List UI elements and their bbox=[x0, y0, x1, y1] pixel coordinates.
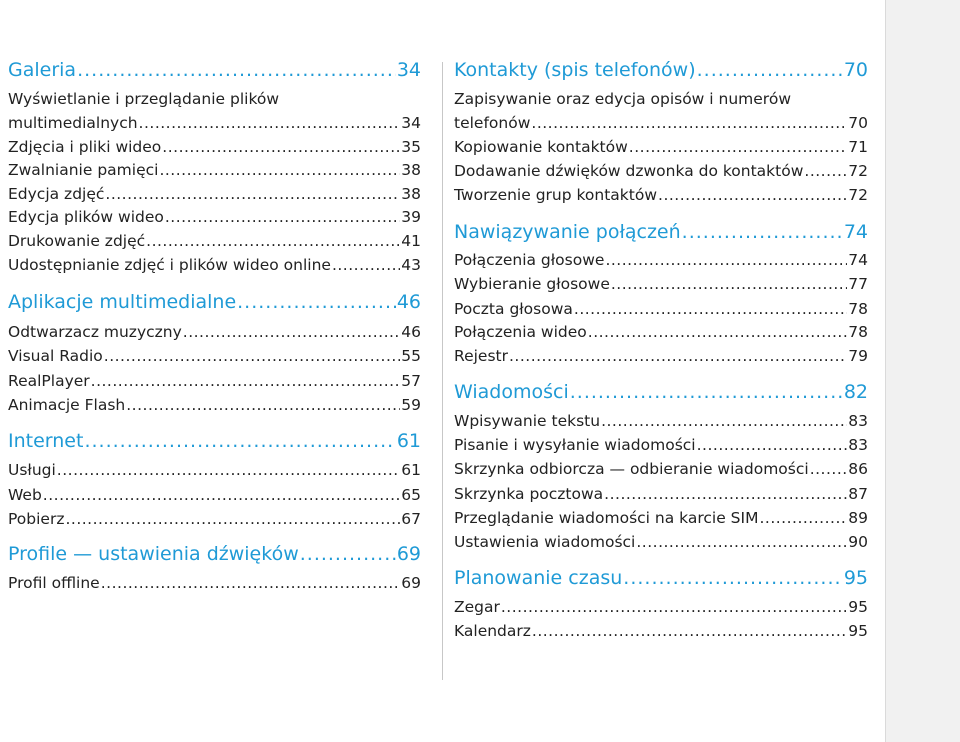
toc-entry-page: 46 bbox=[401, 323, 421, 341]
dot-leader bbox=[139, 112, 401, 134]
toc-entry[interactable] bbox=[8, 394, 421, 416]
toc-entry-page: 55 bbox=[401, 347, 421, 365]
toc-entry-label: telefonów bbox=[454, 114, 531, 132]
toc-entry-page: 70 bbox=[848, 114, 868, 132]
toc-heading-page: 70 bbox=[843, 59, 868, 81]
dot-leader bbox=[105, 183, 400, 205]
toc-entry[interactable] bbox=[8, 508, 421, 530]
toc-entry-page: 83 bbox=[848, 436, 868, 454]
toc-entry[interactable] bbox=[8, 345, 421, 367]
toc-entry-page: 38 bbox=[401, 185, 421, 203]
toc-entry-label: Rejestr bbox=[454, 347, 508, 365]
dot-leader bbox=[65, 508, 400, 530]
toc-heading-title: Internet bbox=[8, 430, 84, 452]
dot-leader bbox=[629, 136, 847, 158]
toc-entry[interactable] bbox=[454, 273, 868, 295]
toc-entry-page: 77 bbox=[848, 275, 868, 293]
dot-leader bbox=[611, 273, 847, 295]
toc-entry-page: 61 bbox=[401, 461, 421, 479]
toc-entry[interactable] bbox=[8, 230, 421, 252]
toc-entry-label: Kalendarz bbox=[454, 622, 531, 640]
dot-leader bbox=[165, 206, 400, 228]
toc-heading-title: Kontakty (spis telefonów) bbox=[454, 59, 696, 81]
toc-heading-aplikacje[interactable] bbox=[8, 288, 421, 316]
dot-leader bbox=[810, 458, 848, 480]
toc-heading-page: 46 bbox=[396, 291, 421, 313]
dot-leader bbox=[531, 112, 847, 134]
toc-entry-page: 38 bbox=[401, 161, 421, 179]
dot-leader bbox=[84, 427, 395, 455]
toc-entry[interactable] bbox=[8, 459, 421, 481]
toc-entry-page: 59 bbox=[401, 396, 421, 414]
toc-entry-page: 78 bbox=[848, 323, 868, 341]
toc-entry-label: Poczta głosowa bbox=[454, 300, 573, 318]
toc-entry-label: Kopiowanie kontaktów bbox=[454, 138, 628, 156]
toc-entry[interactable] bbox=[8, 206, 421, 228]
toc-entry[interactable] bbox=[454, 136, 868, 158]
toc-entry[interactable] bbox=[8, 370, 421, 392]
toc-entry-label: Usługi bbox=[8, 461, 56, 479]
dot-leader bbox=[658, 184, 847, 206]
toc-entry-label: Skrzynka odbiorcza — odbieranie wiadomości bbox=[454, 460, 809, 478]
toc-entry[interactable] bbox=[8, 112, 421, 134]
toc-entry-page: 89 bbox=[848, 509, 868, 527]
toc-entry-page: 34 bbox=[401, 114, 421, 132]
dot-leader bbox=[146, 230, 400, 252]
dot-leader bbox=[601, 410, 847, 432]
toc-heading-page: 74 bbox=[843, 221, 868, 243]
toc-heading-page: 95 bbox=[843, 567, 868, 589]
toc-entry[interactable] bbox=[454, 531, 868, 553]
toc-entry-page: 65 bbox=[401, 486, 421, 504]
toc-entry-page: 86 bbox=[848, 460, 868, 478]
toc-heading-title: Profile — ustawienia dźwięków bbox=[8, 543, 299, 565]
dot-leader bbox=[77, 56, 396, 84]
toc-entry-label: Pisanie i wysyłanie wiadomości bbox=[454, 436, 696, 454]
toc-entry-page: 90 bbox=[848, 533, 868, 551]
dot-leader bbox=[183, 321, 400, 343]
toc-entry-label: Drukowanie zdjęć bbox=[8, 232, 146, 250]
toc-heading-page: 61 bbox=[396, 430, 421, 452]
toc-entry-label: Dodawanie dźwięków dzwonka do kontaktów bbox=[454, 162, 804, 180]
dot-leader bbox=[237, 288, 396, 316]
toc-heading-title: Planowanie czasu bbox=[454, 567, 623, 589]
dot-leader bbox=[623, 564, 843, 592]
dot-leader bbox=[636, 531, 847, 553]
toc-entry[interactable] bbox=[8, 183, 421, 205]
toc-entry-label: Wybieranie głosowe bbox=[454, 275, 610, 293]
toc-entry[interactable] bbox=[454, 458, 868, 480]
toc-entry-line[interactable]: Zapisywanie oraz edycja opisów i numerów bbox=[454, 90, 791, 108]
toc-entry[interactable] bbox=[454, 298, 868, 320]
toc-entry[interactable] bbox=[454, 596, 868, 618]
dot-leader bbox=[300, 540, 396, 568]
toc-entry-label: Visual Radio bbox=[8, 347, 103, 365]
toc-heading-page: 82 bbox=[843, 381, 868, 403]
dot-leader bbox=[759, 507, 847, 529]
toc-entry-page: 57 bbox=[401, 372, 421, 390]
toc-entry-page: 41 bbox=[401, 232, 421, 250]
dot-leader bbox=[101, 572, 401, 594]
dot-leader bbox=[604, 483, 847, 505]
toc-entry[interactable] bbox=[454, 184, 868, 206]
dot-leader bbox=[104, 345, 401, 367]
toc-entry-label: Ustawienia wiadomości bbox=[454, 533, 636, 551]
page-margin-strip bbox=[885, 0, 960, 742]
toc-entry-page: 74 bbox=[848, 251, 868, 269]
toc-entry-page: 87 bbox=[848, 485, 868, 503]
toc-entry-label: Tworzenie grup kontaktów bbox=[454, 186, 658, 204]
toc-heading-planowanie[interactable] bbox=[454, 564, 868, 592]
dot-leader bbox=[332, 254, 400, 276]
toc-entry[interactable] bbox=[454, 112, 868, 134]
dot-leader bbox=[574, 298, 847, 320]
dot-leader bbox=[162, 136, 400, 158]
toc-entry-label: Przeglądanie wiadomości na karcie SIM bbox=[454, 509, 759, 527]
toc-heading-title: Aplikacje multimedialne bbox=[8, 291, 237, 313]
toc-heading-nawiazywanie[interactable] bbox=[454, 218, 868, 246]
column-divider bbox=[442, 62, 443, 680]
toc-entry[interactable] bbox=[8, 321, 421, 343]
toc-heading-kontakty[interactable] bbox=[454, 56, 868, 84]
toc-entry-label: Zegar bbox=[454, 598, 500, 616]
toc-entry[interactable] bbox=[454, 160, 868, 182]
toc-entry-page: 72 bbox=[848, 186, 868, 204]
toc-entry-label: Edycja zdjęć bbox=[8, 185, 105, 203]
toc-entry[interactable] bbox=[454, 345, 868, 367]
dot-leader bbox=[43, 484, 400, 506]
toc-entry-page: 79 bbox=[848, 347, 868, 365]
toc-entry[interactable] bbox=[454, 483, 868, 505]
toc-entry-line[interactable]: Wyświetlanie i przeglądanie plików bbox=[8, 90, 280, 108]
toc-entry-label: Zwalnianie pamięci bbox=[8, 161, 159, 179]
dot-leader bbox=[159, 159, 400, 181]
toc-entry[interactable] bbox=[8, 484, 421, 506]
dot-leader bbox=[697, 434, 848, 456]
toc-heading-title: Galeria bbox=[8, 59, 77, 81]
toc-entry[interactable] bbox=[454, 410, 868, 432]
toc-entry-page: 95 bbox=[848, 598, 868, 616]
toc-entry-label: Web bbox=[8, 486, 42, 504]
toc-entry-page: 35 bbox=[401, 138, 421, 156]
dot-leader bbox=[804, 160, 847, 182]
dot-leader bbox=[509, 345, 847, 367]
toc-heading-title: Nawiązywanie połączeń bbox=[454, 221, 681, 243]
toc-entry[interactable] bbox=[454, 620, 868, 642]
toc-heading-page: 69 bbox=[396, 543, 421, 565]
dot-leader bbox=[532, 620, 847, 642]
toc-heading-title: Wiadomości bbox=[454, 381, 569, 403]
toc-entry-label: Skrzynka pocztowa bbox=[454, 485, 604, 503]
dot-leader bbox=[697, 56, 843, 84]
toc-entry-page: 95 bbox=[848, 622, 868, 640]
toc-entry[interactable] bbox=[8, 254, 421, 276]
toc-entry-page: 69 bbox=[401, 574, 421, 592]
toc-entry-page: 78 bbox=[848, 300, 868, 318]
toc-entry[interactable] bbox=[8, 159, 421, 181]
toc-entry-label: Połączenia wideo bbox=[454, 323, 587, 341]
toc-entry-label: Edycja plików wideo bbox=[8, 208, 164, 226]
dot-leader bbox=[682, 218, 843, 246]
toc-entry-label: Odtwarzacz muzyczny bbox=[8, 323, 182, 341]
toc-entry-label: multimedialnych bbox=[8, 114, 138, 132]
toc-entry-label: Pobierz bbox=[8, 510, 65, 528]
toc-heading-galeria[interactable] bbox=[8, 56, 421, 84]
toc-entry[interactable] bbox=[454, 249, 868, 271]
toc-entry-label: Profil offline bbox=[8, 574, 100, 592]
toc-entry-label: Animacje Flash bbox=[8, 396, 126, 414]
toc-entry-label: Zdjęcia i pliki wideo bbox=[8, 138, 162, 156]
toc-heading-profile[interactable] bbox=[8, 540, 421, 568]
toc-entry-page: 71 bbox=[848, 138, 868, 156]
toc-entry[interactable] bbox=[8, 572, 421, 594]
toc-entry-page: 83 bbox=[848, 412, 868, 430]
dot-leader bbox=[588, 321, 847, 343]
toc-heading-internet[interactable] bbox=[8, 427, 421, 455]
toc-entry[interactable] bbox=[8, 136, 421, 158]
dot-leader bbox=[605, 249, 847, 271]
toc-entry-page: 43 bbox=[401, 256, 421, 274]
toc-heading-page: 34 bbox=[396, 59, 421, 81]
toc-heading-wiadomosci[interactable] bbox=[454, 378, 868, 406]
toc-entry-page: 72 bbox=[848, 162, 868, 180]
dot-leader bbox=[126, 394, 400, 416]
dot-leader bbox=[57, 459, 400, 481]
dot-leader bbox=[501, 596, 847, 618]
toc-entry[interactable] bbox=[454, 434, 868, 456]
toc-entry-label: Udostępnianie zdjęć i plików wideo online bbox=[8, 256, 331, 274]
toc-entry[interactable] bbox=[454, 321, 868, 343]
toc-entry-label: RealPlayer bbox=[8, 372, 90, 390]
toc-entry[interactable] bbox=[454, 507, 868, 529]
dot-leader bbox=[570, 378, 843, 406]
toc-entry-label: Wpisywanie tekstu bbox=[454, 412, 601, 430]
dot-leader bbox=[91, 370, 401, 392]
toc-entry-label: Połączenia głosowe bbox=[454, 251, 605, 269]
toc-entry-page: 39 bbox=[401, 208, 421, 226]
toc-entry-page: 67 bbox=[401, 510, 421, 528]
